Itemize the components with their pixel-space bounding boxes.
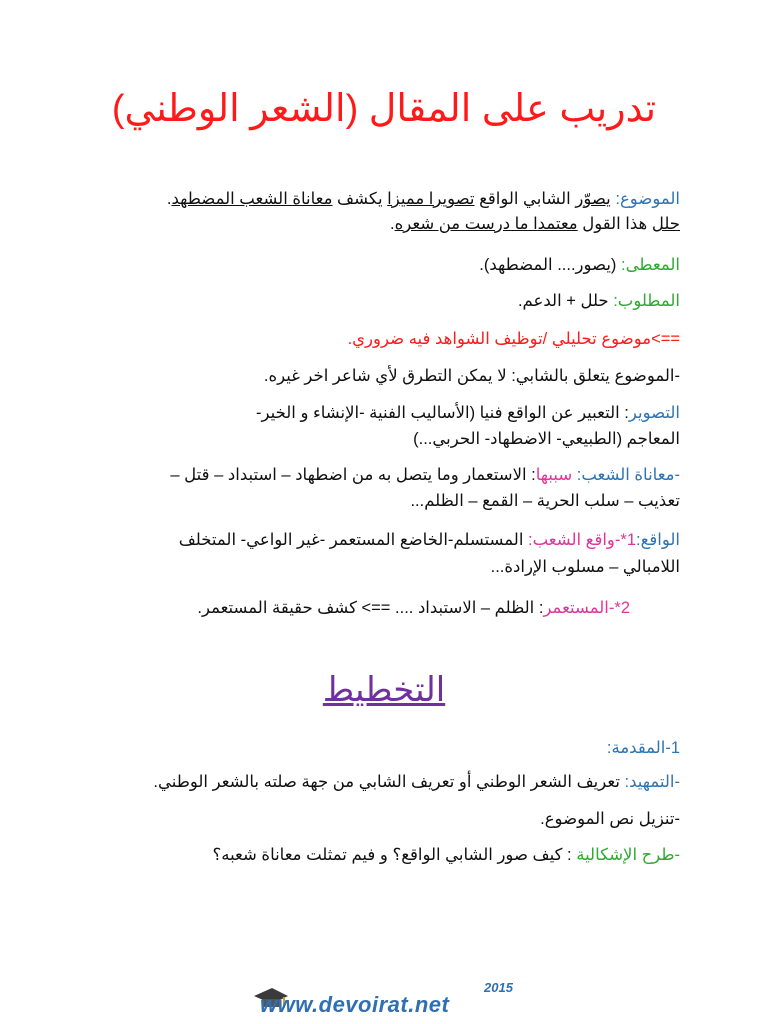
colonizer-label: *-المستعمر <box>543 599 621 617</box>
footer-watermark <box>200 972 560 1024</box>
analysis-note: ==>موضوع تحليلي /توظيف الشواهد فيه ضروري. <box>347 330 680 348</box>
problem-text: : كيف صور الشابي الواقع؟ و فيم تمثلت معاناة شعبه؟ <box>212 846 577 864</box>
topic-text-e: هذا القول <box>577 215 652 233</box>
depiction-text-1: : التعبير عن الواقع فنيا (الأساليب الفنية -الإنشاء و الخير- <box>256 404 629 422</box>
problem-label: -طرح الإشكالية <box>576 846 680 864</box>
suffering-label: -معاناة الشعب: <box>576 466 680 484</box>
required-label: المطلوب: <box>613 292 680 310</box>
footer-site[interactable]: www.devoirat.net <box>260 992 450 1017</box>
topic-underline-1: يصوّر <box>575 190 611 208</box>
intro-label: 1-المقدمة: <box>606 739 680 757</box>
depiction-label: التصوير <box>628 404 680 422</box>
topic-underline-5: معتمدا ما درست من شعره <box>394 215 578 233</box>
given-label: المعطى: <box>621 256 680 274</box>
topic-line-2 <box>80 213 680 235</box>
topic-underline-4: حلل <box>651 215 680 233</box>
reality-num: 1 <box>626 531 637 549</box>
topic-line-1 <box>80 188 680 210</box>
reality-sub: *-واقع الشعب: <box>528 531 627 549</box>
depiction-line-1 <box>80 402 680 424</box>
reality-text-1: المستسلم-الخاضع المستعمر -غير الواعي- المتخلف <box>178 531 529 549</box>
topic-relation: -الموضوع يتعلق بالشابي: لا يمكن التطرق لأي شاعر اخر غيره. <box>263 367 680 385</box>
page-title: تدريب على المقال (الشعر الوطني) <box>111 88 657 130</box>
topic-underline-3: معاناة الشعب المضطهد <box>171 190 333 208</box>
topic-text-b: الشابي الواقع <box>474 190 576 208</box>
required-text: حلل + الدعم. <box>517 292 614 310</box>
suffering-line-2: تعذيب – سلب الحرية – القمع – الظلم... <box>410 492 680 510</box>
topic-text-c: يكشف <box>332 190 388 208</box>
suffering-line-1 <box>80 464 680 486</box>
planning-heading: التخطيط <box>322 671 446 709</box>
topic-underline-2: تصويرا مميزا <box>387 190 475 208</box>
reality-line-1 <box>80 529 680 551</box>
footer-year: 2015 <box>484 980 513 995</box>
problem-line <box>80 844 680 866</box>
required-line <box>80 290 680 312</box>
insertion-line: -تنزيل نص الموضوع. <box>540 810 680 828</box>
preface-line <box>80 771 680 793</box>
colonizer-text: : الظلم – الاستبداد .... ==> كشف حقيقة المستعمر. <box>197 599 544 617</box>
topic-text-f: . <box>390 215 395 233</box>
topic-label: الموضوع: <box>615 190 680 208</box>
depiction-line-2: المعاجم (الطبيعي- الاضطهاد- الحربي...) <box>413 430 680 448</box>
preface-text: تعريف الشعر الوطني أو تعريف الشابي من جهة صلته بالشعر الوطني. <box>153 773 625 791</box>
suffering-cause: سببها <box>535 466 577 484</box>
suffering-text-1: : الاستعمار وما يتصل به من اضطهاد – استبداد – قتل – <box>170 466 536 484</box>
colonizer-line <box>30 597 630 619</box>
topic-text-d: . <box>166 190 172 208</box>
given-line <box>80 254 680 276</box>
given-text: (يصور.... المضطهد). <box>479 256 622 274</box>
reality-label: الواقع: <box>636 531 680 549</box>
reality-line-2: اللامبالي – مسلوب الإرادة... <box>490 558 680 576</box>
colonizer-num: 2 <box>620 599 630 617</box>
preface-label: -التمهيد: <box>624 773 680 791</box>
